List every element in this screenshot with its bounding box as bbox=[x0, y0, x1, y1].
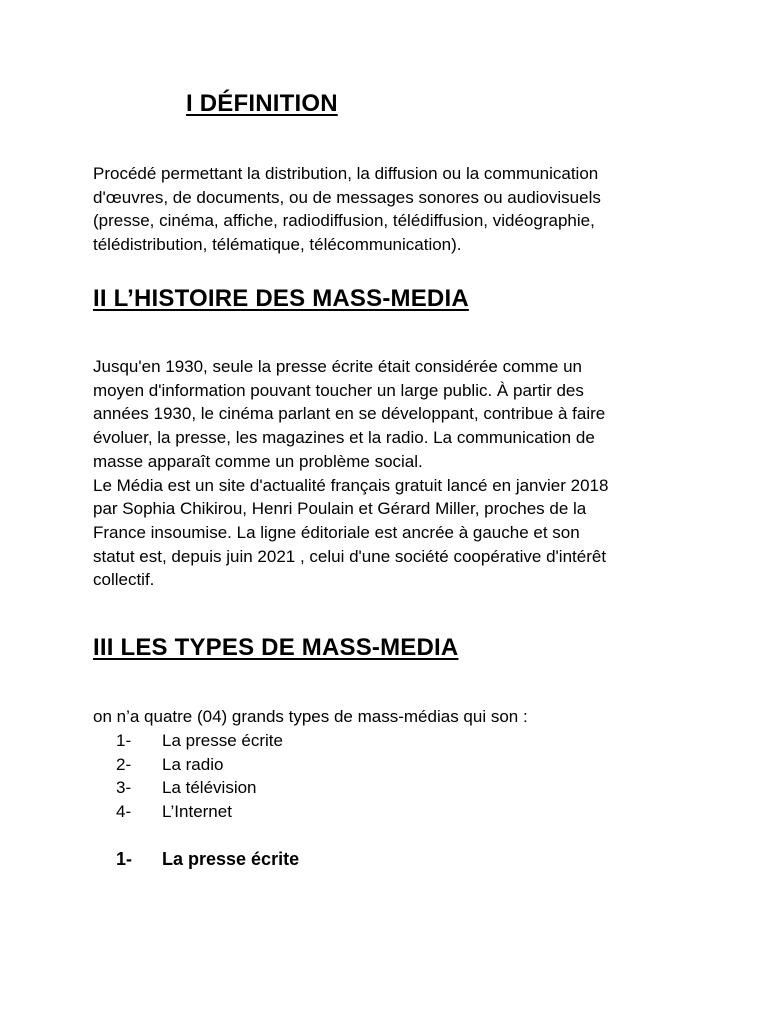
list-item bbox=[116, 729, 283, 753]
paragraph-line: d'œuvres, de documents, ou de messages sonores ou audiovisuels bbox=[93, 187, 601, 207]
paragraph-line: France insoumise. La ligne éditoriale est ancrée à gauche et son bbox=[93, 522, 580, 542]
paragraph-line: années 1930, le cinéma parlant en se développant, contribue à faire bbox=[93, 404, 606, 424]
list-item bbox=[116, 776, 283, 800]
paragraph-line: statut est, depuis juin 2021 , celui d'une société coopérative d'intérêt bbox=[93, 546, 607, 566]
paragraph-line: par Sophia Chikirou, Henri Poulain et Gérard Miller, proches de la bbox=[93, 499, 587, 519]
section-heading-types: III LES TYPES DE MASS-MEDIA bbox=[93, 634, 459, 661]
subheading-presse-ecrite bbox=[116, 849, 299, 870]
list-item bbox=[116, 753, 283, 777]
paragraph-line: Le Média est un site d'actualité français gratuit lancé en janvier 2018 bbox=[93, 475, 609, 495]
definition-paragraph bbox=[93, 162, 693, 257]
line-text: Procédé permettant la distribution, la diffusion ou la communication bbox=[93, 164, 599, 183]
paragraph-line: télédistribution, télématique, télécommunication). bbox=[93, 235, 462, 255]
paragraph-line bbox=[93, 162, 693, 186]
subheading-label: La presse écrite bbox=[162, 849, 300, 869]
paragraph-line: (presse, cinéma, affiche, radiodiffusion, télédiffusion, vidéographie, bbox=[93, 211, 595, 231]
list-label: La radio bbox=[162, 754, 224, 774]
paragraph-line: masse apparaît comme un problème social. bbox=[93, 451, 423, 471]
list-label: La télévision bbox=[162, 778, 257, 798]
list-number: 1- bbox=[116, 731, 132, 750]
media-types-list bbox=[116, 729, 283, 824]
types-intro: on n’a quatre (04) grands types de mass-médias qui son : bbox=[93, 707, 528, 726]
list-label: La presse écrite bbox=[162, 731, 283, 750]
paragraph-line: collectif. bbox=[93, 570, 155, 590]
list-item bbox=[116, 800, 283, 824]
histoire-paragraph bbox=[93, 355, 693, 592]
list-number: 2- bbox=[116, 754, 132, 774]
paragraph-line: évoluer, la presse, les magazines et la radio. La communication de bbox=[93, 428, 595, 448]
list-number: 4- bbox=[116, 802, 132, 822]
section-heading-histoire: II L’HISTOIRE DES MASS-MEDIA bbox=[93, 285, 469, 312]
section-heading-definition: I DÉFINITION bbox=[186, 90, 338, 117]
paragraph-line: moyen d'information pouvant toucher un large public. À partir des bbox=[93, 380, 584, 400]
list-label: L’Internet bbox=[162, 802, 232, 822]
subheading-number: 1- bbox=[116, 849, 133, 869]
list-number: 3- bbox=[116, 778, 132, 798]
paragraph-line: Jusqu'en 1930, seule la presse écrite était considérée comme un bbox=[93, 357, 582, 376]
